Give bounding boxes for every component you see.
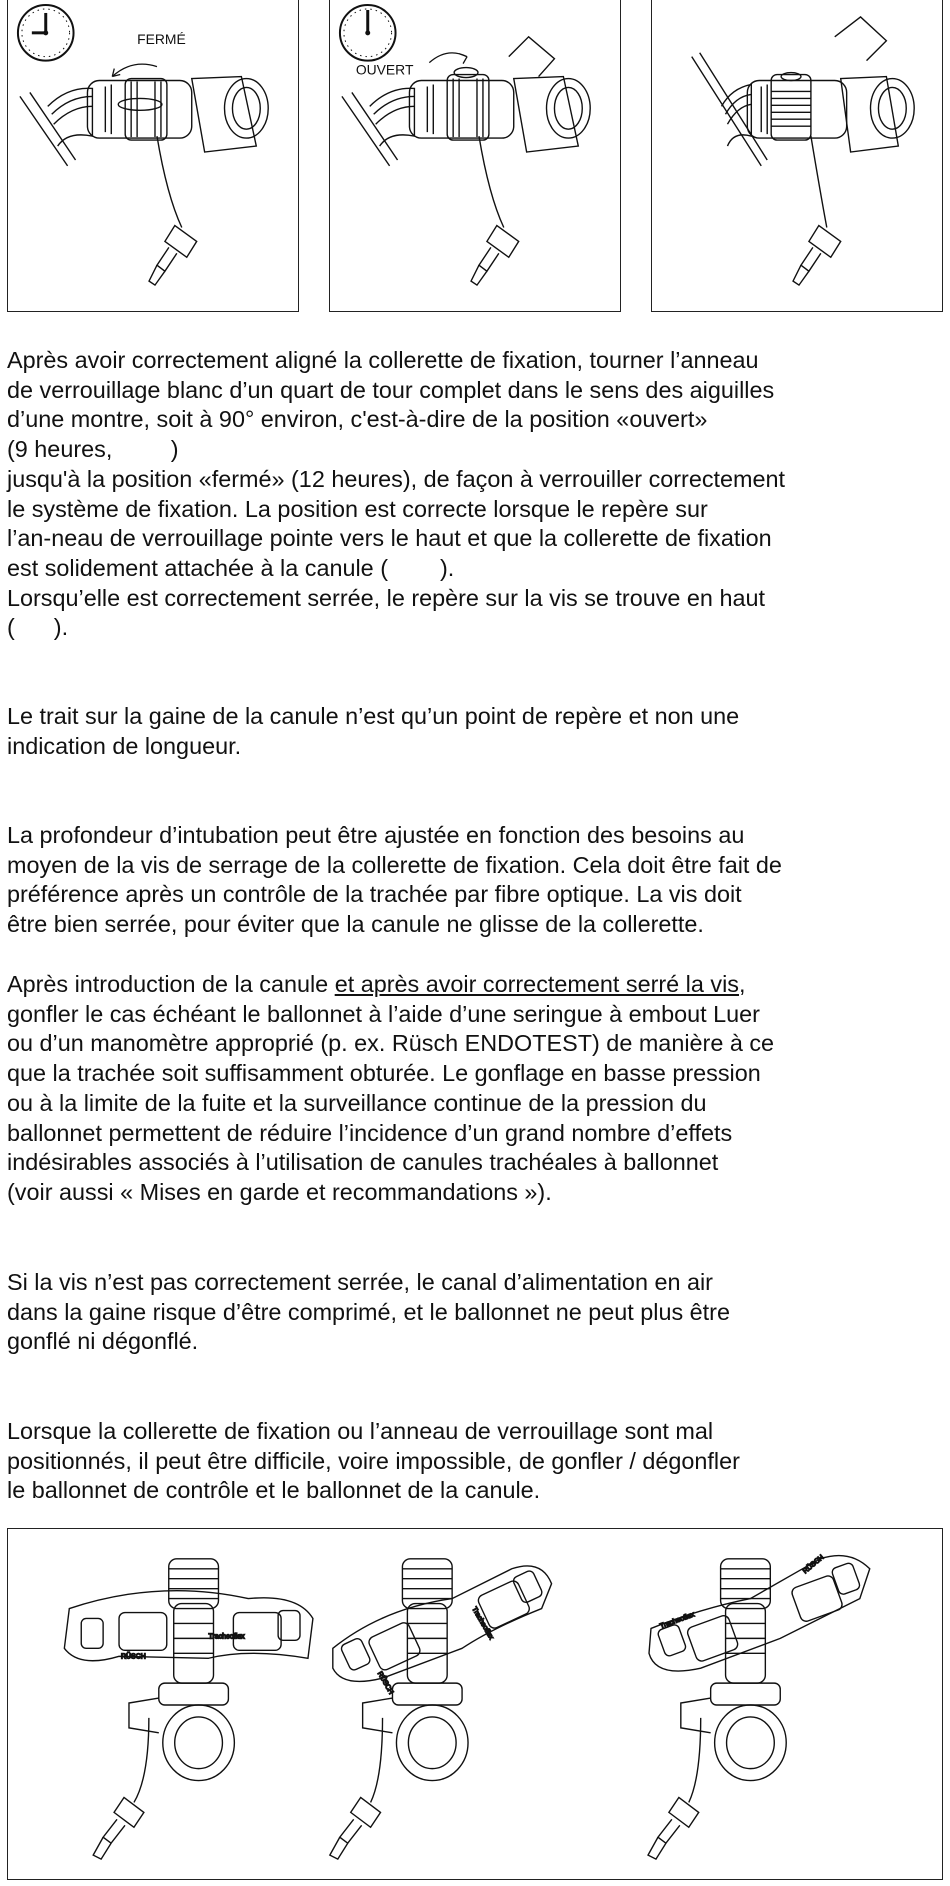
- text-line: ballonnet permettent de réduire l’incidence d’un grand nombre d’effets: [7, 1119, 733, 1146]
- brand-label: RÜSCH: [375, 1670, 395, 1696]
- brand-label: Tracheoflex: [659, 1611, 696, 1631]
- text-line: indésirables associés à l’utilisation de canules trachéales à ballonnet: [7, 1149, 719, 1176]
- instruction-paragraph-cuff: [7, 970, 942, 1208]
- cannula-locked-illustration: [652, 0, 942, 311]
- flange-illustration-tilted-left: [330, 1559, 552, 1859]
- text-line: que la trachée soit suffisamment obturée. Le gonflage en basse pression: [7, 1060, 761, 1087]
- text-line: est solidement attachée à la canule ( ).: [7, 554, 455, 581]
- text-fragment: ,: [738, 971, 746, 997]
- flange-illustration-straight: [64, 1559, 313, 1859]
- text-fragment: Après introduction de la canule: [7, 971, 335, 997]
- flange-illustration-tilted-right: [648, 1553, 870, 1859]
- text-line: préférence après un contrôle de la trachée par fibre optique. La vis doit: [7, 881, 742, 908]
- figure-panel-open: [329, 0, 621, 312]
- text-line: moyen de la vis de serrage de la collerette de fixation. Cela doit être fait de: [7, 851, 782, 878]
- text-line: Si la vis n’est pas correctement serrée, le canal d’alimentation en air: [7, 1269, 713, 1295]
- text-line: gonfler le cas échéant le ballonnet à l’aide d’une seringue à embout Luer: [7, 1000, 760, 1027]
- text-line: (voir aussi « Mises en garde et recommandations »).: [7, 1178, 552, 1205]
- text-line: ou d’un manomètre approprié (p. ex. Rüsch ENDOTEST) de manière à ce: [7, 1030, 775, 1057]
- text-line: gonflé ni dégonflé.: [7, 1328, 199, 1355]
- instruction-paragraph-position-warning: [7, 1417, 942, 1506]
- cannula-body: [692, 17, 914, 285]
- text-line: Lorsque la collerette de fixation ou l’anneau de verrouillage sont mal: [7, 1418, 714, 1444]
- brand-label: RÜSCH: [801, 1554, 826, 1576]
- text-line: le ballonnet de contrôle et le ballonnet de la canule.: [7, 1477, 541, 1504]
- figure-panel-locked: [651, 0, 943, 312]
- closed-label: FERMÉ: [137, 30, 186, 47]
- text-line: Le trait sur la gaine de la canule n’est qu’un point de repère et non une: [7, 703, 740, 729]
- text-line: ou à la limite de la fuite et la surveillance continue de la pression du: [7, 1089, 707, 1116]
- brand-label: Tracheoflex: [470, 1606, 495, 1641]
- text-line: La profondeur d’intubation peut être ajustée en fonction des besoins au: [7, 822, 745, 848]
- cannula-closed-illustration: [8, 0, 298, 311]
- text-line: [7, 970, 942, 1000]
- text-line: Après avoir correctement aligné la collerette de fixation, tourner l’anneau: [7, 347, 759, 373]
- text-line: dans la gaine risque d’être comprimé, et le ballonnet ne peut plus être: [7, 1298, 730, 1325]
- figure-flange-orientations: [7, 1528, 943, 1880]
- clock-icon: [18, 5, 74, 61]
- instruction-paragraph-screw-warning: [7, 1268, 942, 1357]
- text-line: Lorsqu’elle est correctement serrée, le repère sur la vis se trouve en haut: [7, 584, 765, 611]
- text-line: (9 heures, ): [7, 436, 179, 463]
- cannula-open-illustration: [330, 0, 620, 311]
- instruction-paragraph-marking: [7, 702, 942, 761]
- text-line: être bien serrée, pour éviter que la canule ne glisse de la collerette.: [7, 911, 704, 938]
- open-label: OUVERT: [355, 61, 414, 78]
- underlined-text: et après avoir correctement serré la vis: [334, 971, 739, 997]
- brand-label: RÜSCH: [121, 1653, 146, 1661]
- text-line: d’une montre, soit à 90° environ, c'est-à-dire de la position «ouvert»: [7, 406, 708, 433]
- text-line: ( ).: [7, 614, 69, 641]
- instruction-paragraph-locking: [7, 346, 942, 643]
- text-line: l’an-neau de verrouillage pointe vers le haut et que la collerette de fixation: [7, 525, 772, 552]
- text-line: positionnés, il peut être difficile, voire impossible, de gonfler / dégonfler: [7, 1447, 740, 1474]
- figure-panel-closed: [7, 0, 299, 312]
- text-line: indication de longueur.: [7, 732, 242, 759]
- clock-icon: [340, 5, 396, 61]
- text-line: de verrouillage blanc d’un quart de tour complet dans le sens des aiguilles: [7, 376, 775, 403]
- flange-illustrations: [8, 1529, 942, 1879]
- brand-label: Tracheoflex: [208, 1633, 245, 1641]
- text-line: le système de fixation. La position est correcte lorsque le repère sur: [7, 495, 708, 522]
- text-line: jusqu'à la position «fermé» (12 heures), de façon à verrouiller correctement: [7, 465, 786, 492]
- cannula-body: [20, 77, 268, 286]
- instruction-paragraph-depth: [7, 821, 942, 940]
